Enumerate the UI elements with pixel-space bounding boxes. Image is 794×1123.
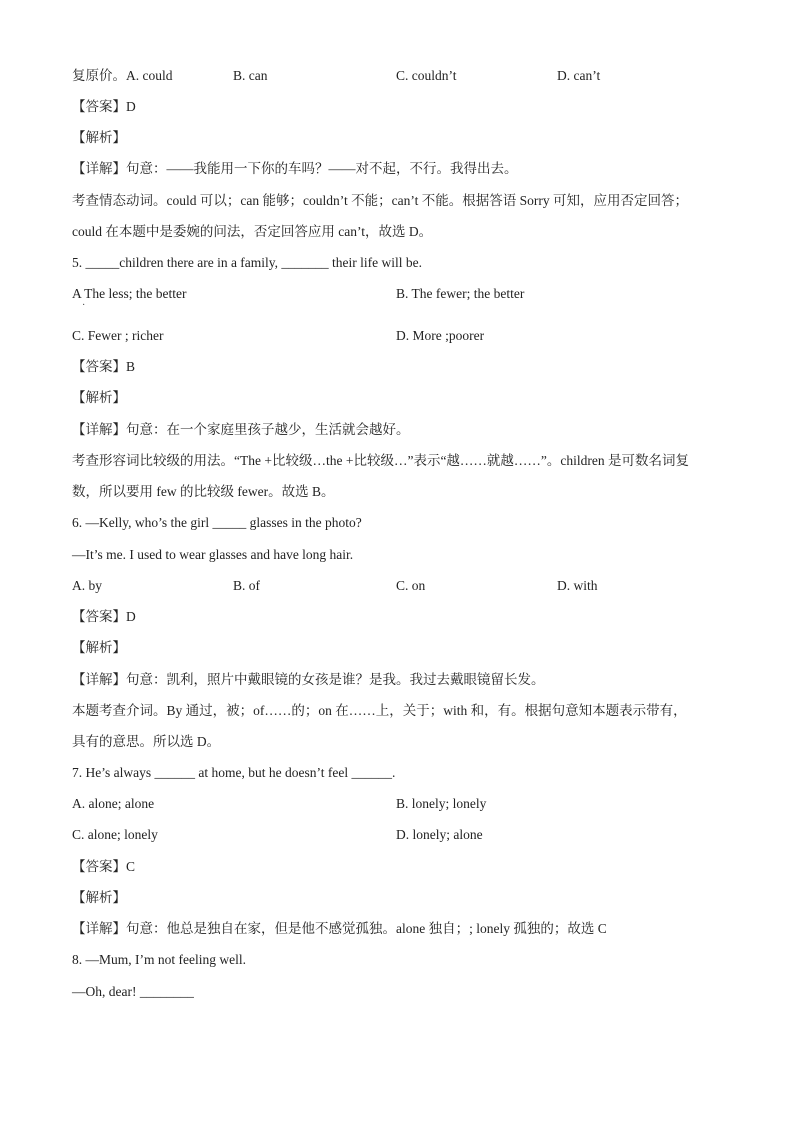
detail-label: 【详解】: [72, 422, 126, 437]
q4-option-d: D. can’t: [557, 68, 601, 83]
q7-answer: 【答案】C: [72, 859, 136, 874]
q6-detail: [72, 670, 545, 690]
q6-explanation-line-2: 具有的意思。所以选 D。: [72, 734, 221, 749]
q7-stem: 7. He’s always ______ at home, but he doesn’t feel ______.: [72, 765, 396, 780]
q7-option-b: B. lonely; lonely: [396, 796, 487, 811]
q6-answer: 【答案】D: [72, 609, 136, 624]
q8-stem-line-1: 8. —Mum, I’m not feeling well.: [72, 952, 246, 967]
detail-text: 句意：他总是独自在家，但是他不感觉孤独。alone 独自；; lonely 孤独的；故选 C: [126, 921, 607, 936]
q5-option-b: B. The fewer; the better: [396, 286, 525, 301]
q6-stem-line-1: 6. —Kelly, who’s the girl _____ glasses in the photo?: [72, 515, 362, 530]
detail-label: 【详解】: [72, 161, 126, 176]
q4-answer: 【答案】D: [72, 99, 136, 114]
q4-detail: [72, 159, 518, 179]
q6-explanation-line-1: 本题考查介词。By 通过，被；of……的；on 在……上，关于；with 和，有。根据句意知本题表示带有，: [72, 703, 687, 718]
detail-text: 句意：凯利，照片中戴眼镜的女孩是谁？是我。我过去戴眼镜留长发。: [126, 672, 545, 687]
q5-explanation-line-2: 数，所以要用 few 的比较级 fewer。故选 B。: [72, 484, 335, 499]
q4-analysis-heading: 【解析】: [72, 130, 126, 145]
q7-option-d: D. lonely; alone: [396, 827, 483, 842]
q4-explanation-line-2: could 在本题中是委婉的问法，否定回答应用 can’t，故选 D。: [72, 224, 433, 239]
detail-text: 句意：——我能用一下你的车吗？——对不起，不行。我得出去。: [126, 161, 518, 176]
q5-detail: [72, 420, 410, 440]
q8-stem-line-2: —Oh, dear! ________: [72, 984, 194, 999]
q6-option-c: C. on: [396, 578, 426, 593]
decorative-dot: ·: [82, 300, 86, 311]
q4-option-b: B. can: [233, 68, 268, 83]
q4-explanation-line-1: 考查情态动词。could 可以；can 能够；couldn’t 不能；can’t 不能。根据答语 Sorry 可知，应用否定回答；: [72, 193, 688, 208]
q5-answer: 【答案】B: [72, 359, 136, 374]
q6-analysis-heading: 【解析】: [72, 640, 126, 655]
q7-analysis-heading: 【解析】: [72, 890, 126, 905]
detail-text: 句意：在一个家庭里孩子越少，生活就会越好。: [126, 422, 410, 437]
q5-option-d: D. More ;poorer: [396, 328, 485, 343]
q6-stem-line-2: —It’s me. I used to wear glasses and have long hair.: [72, 547, 354, 562]
q5-explanation-line-1: 考查形容词比较级的用法。“The +比较级…the +比较级…”表示“越……就越……”。children 是可数名词复: [72, 453, 690, 468]
q5-option-a: A The less; the better: [72, 286, 187, 301]
q6-option-a: A. by: [72, 578, 102, 593]
q4-option-a: 复原价。A. could: [72, 68, 173, 83]
detail-label: 【详解】: [72, 921, 126, 936]
q7-option-c: C. alone; lonely: [72, 827, 158, 842]
q4-option-c: C. couldn’t: [396, 68, 457, 83]
q5-option-c: C. Fewer ; richer: [72, 328, 164, 343]
q7-option-a: A. alone; alone: [72, 796, 155, 811]
q5-stem: 5. _____children there are in a family, _______ their life will be.: [72, 255, 423, 270]
q7-detail: [72, 919, 607, 939]
q6-option-b: B. of: [233, 578, 260, 593]
detail-label: 【详解】: [72, 672, 126, 687]
q5-analysis-heading: 【解析】: [72, 390, 126, 405]
q6-option-d: D. with: [557, 578, 598, 593]
